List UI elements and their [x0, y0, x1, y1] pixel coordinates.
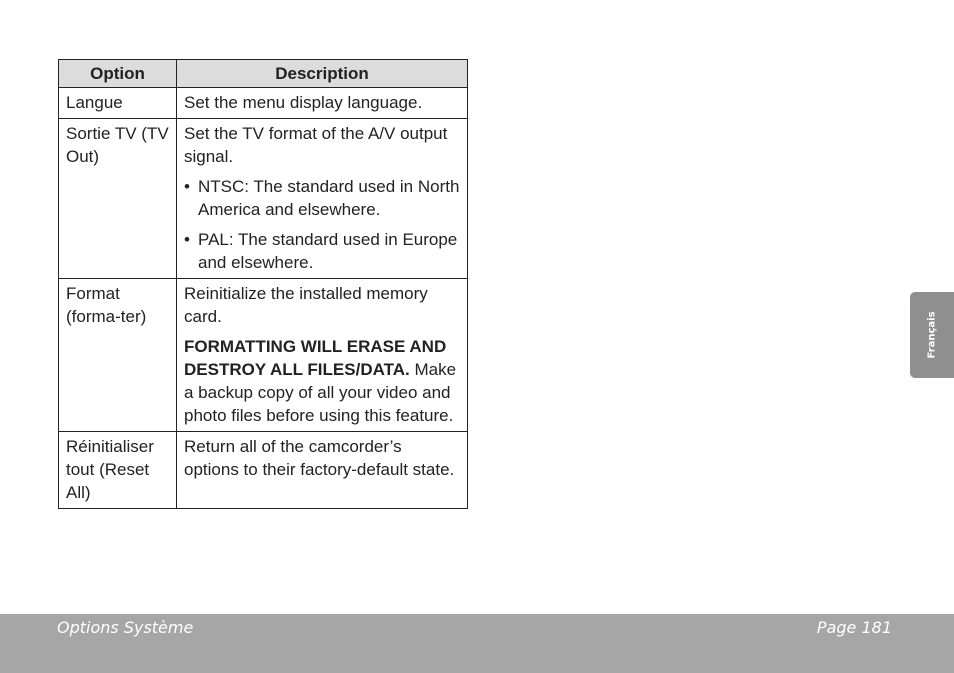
description-cell [177, 279, 468, 432]
table-row [59, 119, 468, 279]
options-table [58, 59, 468, 509]
option-cell: Format (forma-ter) [59, 279, 177, 432]
bullet-text: PAL: The standard used in Europe and elsewhere. [198, 230, 458, 272]
bullet-text: NTSC: The standard used in North America and elsewhere. [198, 177, 460, 219]
option-cell: Langue [59, 88, 177, 119]
table-header-row [59, 60, 468, 88]
page-number: Page 181 [816, 618, 892, 637]
table-row [59, 279, 468, 432]
table-row [59, 432, 468, 509]
footer-bar [0, 614, 954, 673]
option-cell: Sortie TV (TV Out) [59, 119, 177, 279]
description-text: Set the menu display language. [184, 93, 423, 112]
description-cell [177, 119, 468, 279]
header-option: Option [59, 60, 177, 88]
warning-text: Make a backup copy of all your video and photo files before using this feature. [184, 360, 457, 425]
language-tab [910, 292, 954, 378]
option-cell: Réinitialiser tout (Reset All) [59, 432, 177, 509]
description-cell [177, 88, 468, 119]
footer-section-title: Options Système [57, 618, 194, 637]
table-row [59, 88, 468, 119]
bullet-item [184, 228, 461, 274]
warning-paragraph [184, 335, 461, 427]
language-tab-label: Français [926, 311, 938, 359]
bullet-icon: • [184, 177, 190, 196]
bullet-icon: • [184, 230, 190, 249]
warning-bold-text: FORMATTING WILL ERASE AND DESTROY ALL FILES/DATA. [184, 337, 447, 379]
description-cell [177, 432, 468, 509]
header-description: Description [177, 60, 468, 88]
description-text: Reinitialize the installed memory card. [184, 284, 428, 326]
bullet-item [184, 175, 461, 221]
description-text: Return all of the camcorder’s options to their factory-default state. [184, 437, 455, 479]
description-text: Set the TV format of the A/V output signal. [184, 124, 448, 166]
